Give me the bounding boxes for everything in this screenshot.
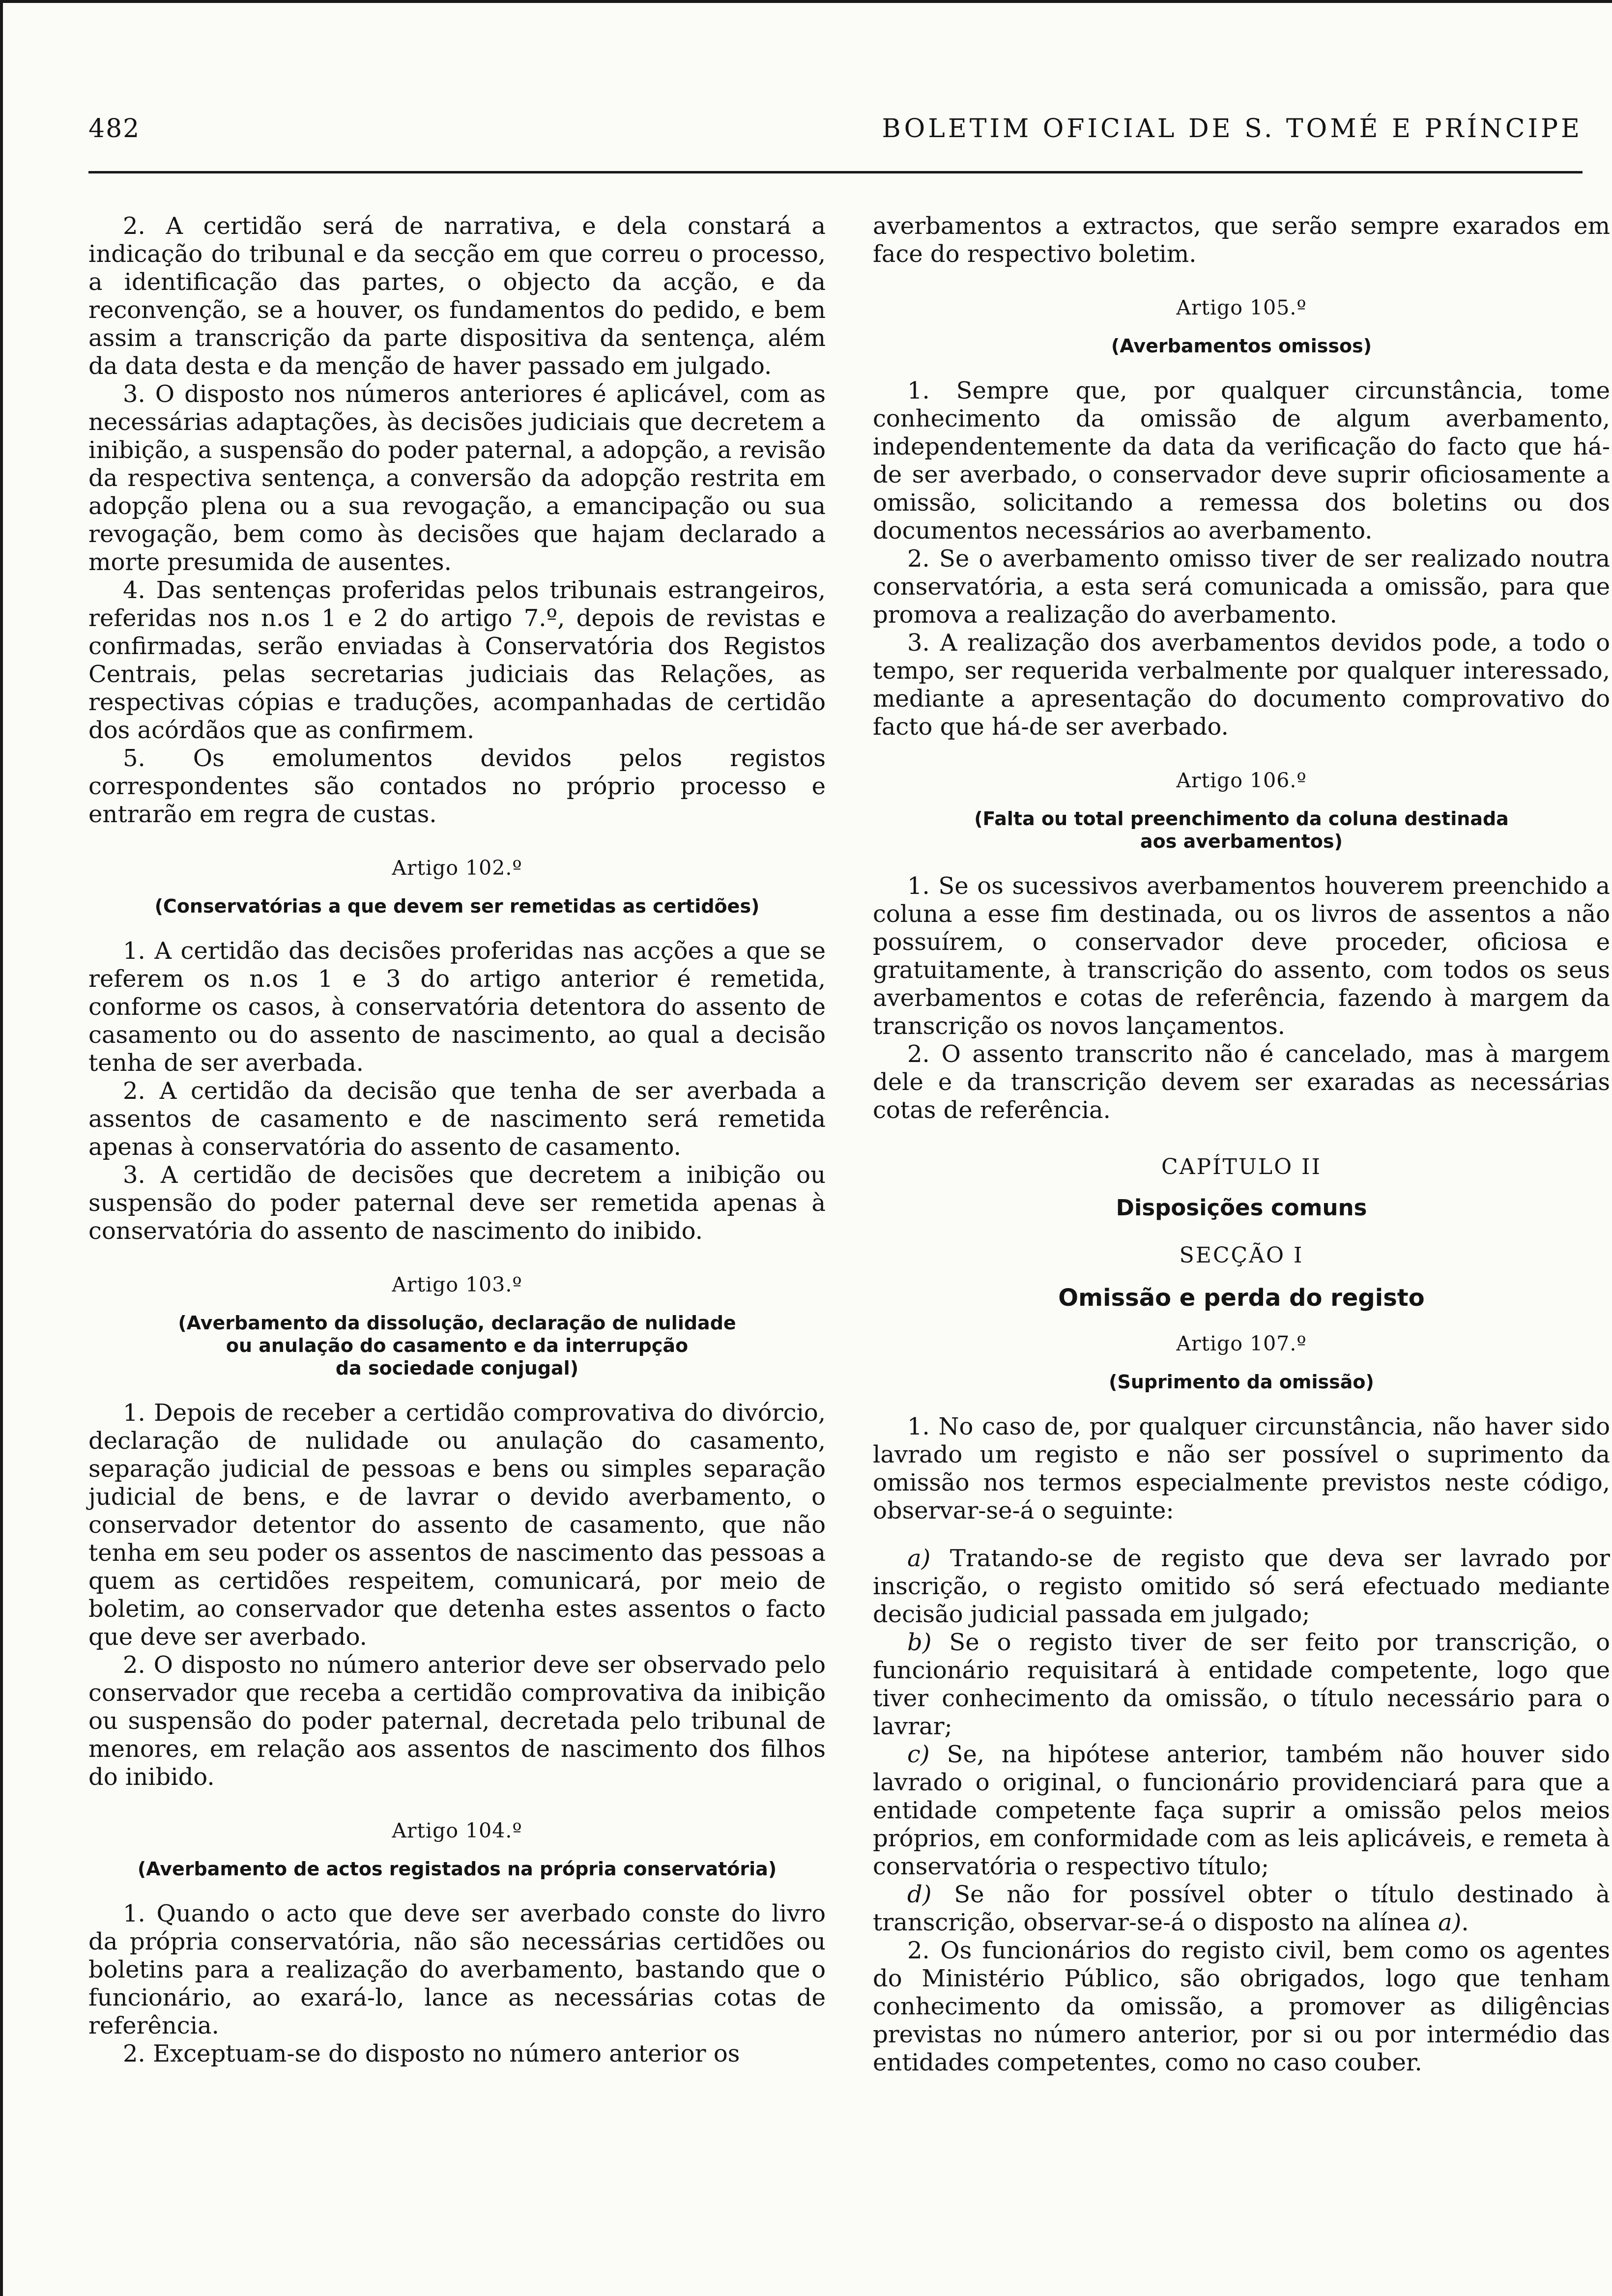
article-title-line: aos averbamentos) [1140,831,1343,852]
article-title-107: (Suprimento da omissão) [1109,1371,1374,1393]
list-item-b [873,1629,1610,1741]
paragraph: 1. A certidão das decisões proferidas nas acções a que se referem os n.os 1 e 3 do artigo anterior é remetida, conforme os casos, à conservatória detentora do assento de casamento ou do assento de nascimento, ao qual a decisão tenha de ser averbada. [88,937,826,1077]
paragraph: 1. Quando o acto que deve ser averbado conste do livro da própria conservatória, não são necessárias certidões ou boletins para a realização do averbamento, bastando que o funcionário, ao exará-lo, lance as necessárias cotas de referência. [88,1900,826,2039]
paragraph: 2. Exceptuam-se do disposto no número anterior os [123,2040,740,2067]
paragraph: 4. Das sentenças proferidas pelos tribunais estrangeiros, referidas nos n.os 1 e 2 do artigo 7.º, depois de revistas e confirmadas, serão enviadas à Conservatória dos Registos Centrais, pelas secretarias judiciais das Relações, as respectivas cópias e traduções, acompanhadas de certidão dos acórdãos que as confirmem. [88,576,826,744]
right-column [873,212,1610,2077]
list-item-c [873,1741,1610,1881]
chapter-title: Disposições comuns [1116,1195,1367,1221]
article-title-line: (Falta ou total preenchimento da coluna destinada [974,808,1509,830]
article-title-104: (Averbamento de actos registados na própria conservatória) [137,1858,777,1880]
item-label: a) [907,1545,931,1572]
journal-title: BOLETIM OFICIAL DE S. TOMÉ E PRÍNCIPE [882,114,1583,144]
chapter-heading: CAPÍTULO II [1161,1154,1322,1179]
header-rule [88,171,1583,173]
item-reference: a) [1438,1909,1462,1936]
page-number: 482 [88,114,141,144]
article-title-line: da sociedade conjugal) [335,1357,579,1379]
item-text: . [1461,1909,1469,1936]
paragraph: 2. A certidão da decisão que tenha de ser averbada a assentos de casamento e de nascimento será remetida apenas à conservatória do assento de casamento. [88,1077,826,1161]
page-header [88,114,1583,158]
article-heading-107: Artigo 107.º [1176,1332,1307,1355]
item-label: c) [907,1741,930,1768]
item-text: Tratando-se de registo que deva ser lavrado por inscrição, o registo omitido só será efectuado mediante decisão judicial passada em julgado; [873,1545,1610,1628]
list-item-d [873,1881,1610,1937]
section-title: Omissão e perda do registo [1058,1284,1425,1312]
list-item-a [873,1545,1610,1629]
item-text: Se, na hipótese anterior, também não houver sido lavrado o original, o funcionário providenciará para que a entidade competente faça suprir a omissão pelos meios próprios, em conformidade com as leis aplicáveis, e remeta à conservatória o respectivo título; [873,1741,1610,1880]
article-title-102: (Conservatórias a que devem ser remetidas as certidões) [154,895,760,917]
paragraph: 1. Sempre que, por qualquer circunstância, tome conhecimento da omissão de algum averbamento, independentemente da data da verificação do facto que há-de ser averbado, o conservador deve suprir oficiosamente a omissão, solicitando a remessa dos boletins ou dos documentos necessários ao averbamento. [873,377,1610,545]
paragraph: 2. O disposto no número anterior deve ser observado pelo conservador que receba a certidão comprovativa da inibição ou suspensão do poder paternal, decretada pelo tribunal de menores, em relação aos assentos de nascimento dos filhos do inibido. [88,1651,826,1791]
paragraph: 3. O disposto nos números anteriores é aplicável, com as necessárias adaptações, às decisões judiciais que decretem a inibição, a suspensão do poder paternal, a adopção, a revisão da respectiva sentença, a conversão da adopção restrita em adopção plena ou a sua revogação, a emancipação ou sua revogação, bem como às decisões que hajam declarado a morte presumida de ausentes. [88,380,826,576]
paragraph: 5. Os emolumentos devidos pelos registos correspondentes são contados no próprio processo e entrarão em regra de custas. [88,745,826,828]
paragraph: 1. Se os sucessivos averbamentos houverem preenchido a coluna a esse fim destinada, ou os livros de assentos a não possuírem, o conservador deve proceder, oficiosa e gratuitamente, à transcrição do assento, com todos os seus averbamentos e cotas de referência, fazendo à margem da transcrição os novos lançamentos. [873,872,1610,1040]
paragraph: 3. A realização dos averbamentos devidos pode, a todo o tempo, ser requerida verbalmente por qualquer interessado, mediante a apresentação do documento comprovativo do facto que há-de ser averbado. [873,629,1610,741]
paragraph: 2. Se o averbamento omisso tiver de ser realizado noutra conservatória, a esta será comunicada a omissão, para que promova a realização do averbamento. [873,545,1610,629]
article-heading-104: Artigo 104.º [392,1819,522,1842]
article-title-106 [873,807,1610,853]
article-title-line: (Averbamento da dissolução, declaração de nulidade [178,1312,736,1334]
article-title-103 [88,1312,826,1379]
left-column [88,212,826,2068]
page-frame-left [0,0,3,2296]
article-heading-103: Artigo 103.º [392,1273,522,1296]
paragraph: 1. No caso de, por qualquer circunstância, não haver sido lavrado um registo e não ser possível o suprimento da omissão nos termos especialmente previstos neste código, observar-se-á o seguinte: [873,1413,1610,1524]
section-heading: SECÇÃO I [1179,1243,1304,1268]
article-title-105: (Averbamentos omissos) [1111,335,1372,357]
article-heading-106: Artigo 106.º [1176,769,1307,792]
paragraph: 2. A certidão será de narrativa, e dela constará a indicação do tribunal e da secção em que correu o processo, a identificação das partes, o objecto da acção, e da reconvenção, se a houver, os fundamentos do pedido, e bem assim a transcrição da parte dispositiva da sentença, além da data desta e da menção de haver passado em julgado. [88,212,826,380]
article-heading-105: Artigo 105.º [1176,296,1307,319]
article-title-line: ou anulação do casamento e da interrupção [226,1335,689,1356]
item-label: b) [907,1629,932,1656]
page-frame-top [0,0,1612,3]
article-heading-102: Artigo 102.º [392,856,522,880]
item-text: Se não for possível obter o título destinado à transcrição, observar-se-á o disposto na alínea [873,1881,1610,1936]
item-label: d) [907,1881,932,1908]
paragraph: 2. Os funcionários do registo civil, bem como os agentes do Ministério Público, são obrigados, logo que tenham conhecimento da omissão, a promover as diligências previstas no número anterior, por si ou por intermédio das entidades competentes, como no caso couber. [873,1937,1610,2076]
paragraph-continuation: averbamentos a extractos, que serão sempre exarados em face do respectivo boletim. [873,212,1610,268]
paragraph: 1. Depois de receber a certidão comprovativa do divórcio, declaração de nulidade ou anulação do casamento, separação judicial de pessoas e bens ou simples separação judicial de bens, e de lavrar o devido averbamento, o conservador detentor do assento de casamento, que não tenha em seu poder os assentos de nascimento das pessoas a quem as certidões respeitem, comunicará, por meio de boletim, ao conservador que detenha estes assentos o facto que deve ser averbado. [88,1399,826,1651]
item-text: Se o registo tiver de ser feito por transcrição, o funcionário requisitará à entidade competente, logo que tiver conhecimento da omissão, o título necessário para o lavrar; [873,1629,1610,1740]
paragraph: 2. O assento transcrito não é cancelado, mas à margem dele e da transcrição devem ser exaradas as necessárias cotas de referência. [873,1040,1610,1124]
paragraph: 3. A certidão de decisões que decretem a inibição ou suspensão do poder paternal deve ser remetida apenas à conservatória do assento de nascimento do inibido. [88,1161,826,1245]
